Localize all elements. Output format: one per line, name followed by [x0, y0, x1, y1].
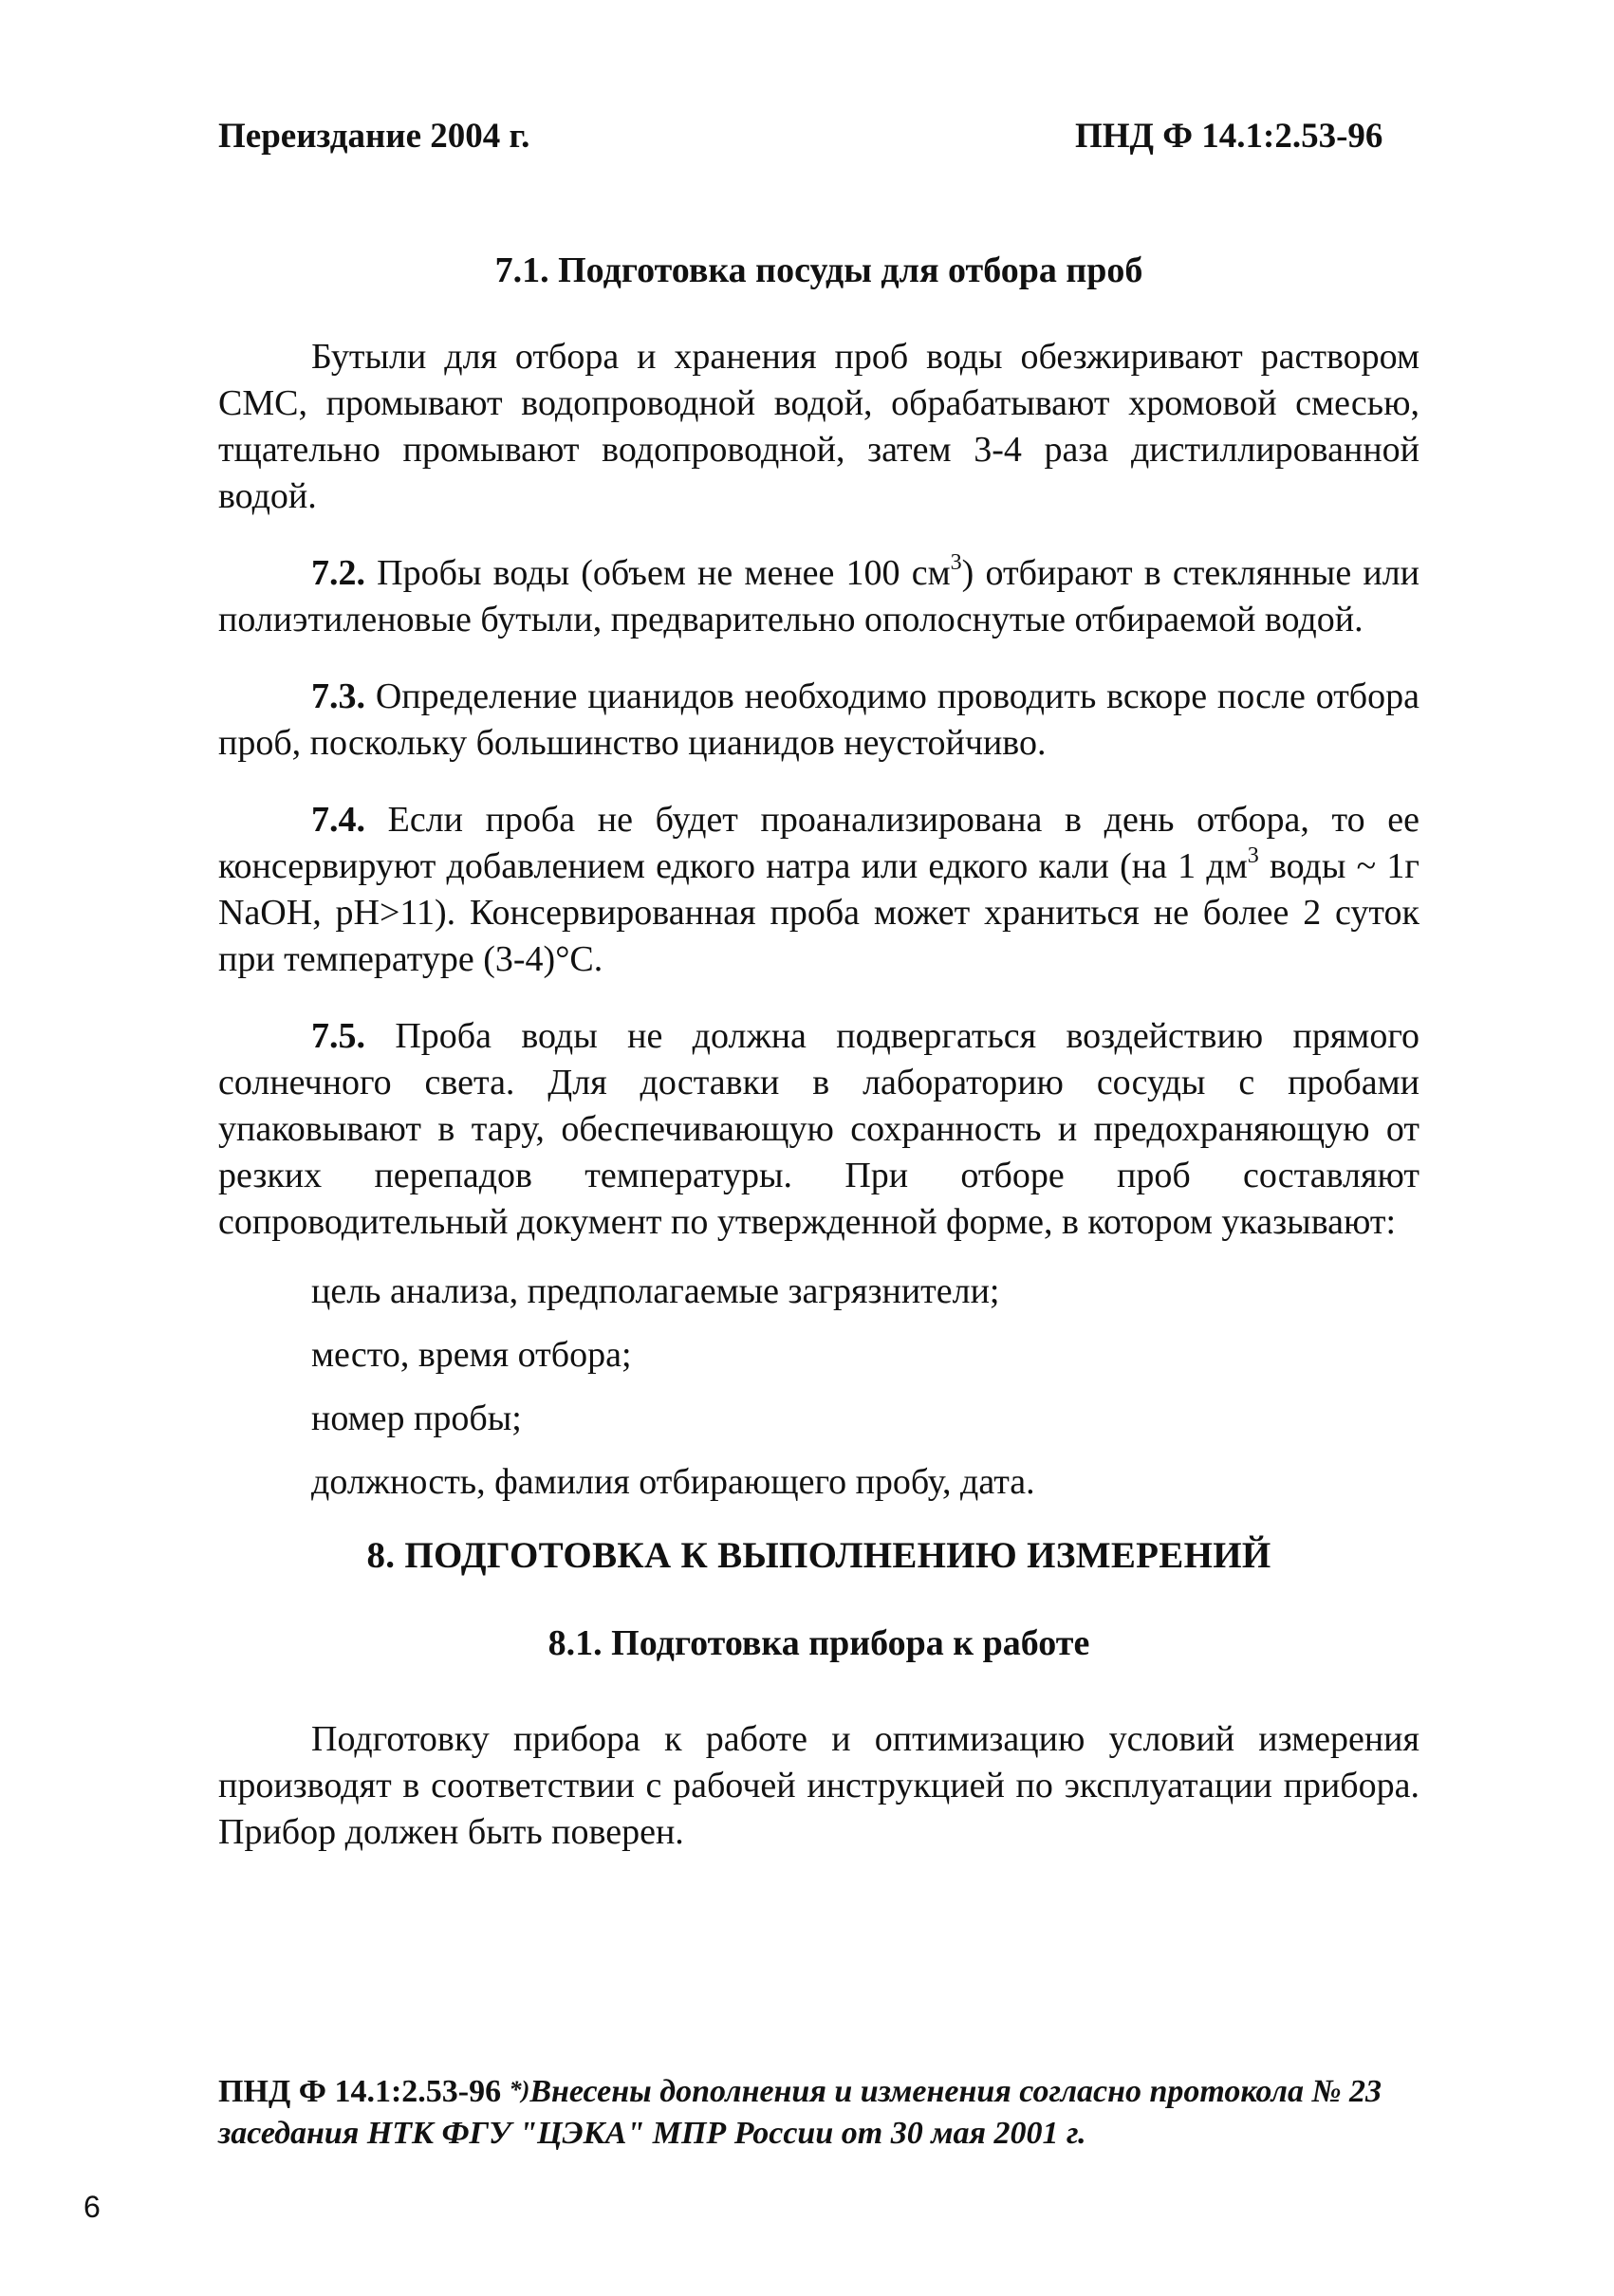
header-document-code: ПНД Ф 14.1:2.53-96: [1075, 117, 1383, 156]
header-edition: Переиздание 2004 г.: [218, 117, 530, 156]
footnote-document-code: ПНД Ф 14.1:2.53-96: [218, 2074, 502, 2109]
section-7-5-paragraph: [218, 1013, 1419, 1246]
section-7-2-paragraph: [218, 550, 1419, 643]
section-7-3-number: 7.3.: [311, 676, 365, 716]
document-contents-list: [218, 1268, 1419, 1506]
footnote: [218, 2071, 1419, 2155]
chapter-8-title: 8. ПОДГОТОВКА К ВЫПОЛНЕНИЮ ИЗМЕРЕНИЙ: [366, 1535, 1271, 1576]
list-item: цель анализа, предполагаемые загрязнители;: [311, 1271, 1000, 1311]
list-item: должность, фамилия отбирающего пробу, дата.: [311, 1462, 1035, 1502]
section-7-2-text-a: Пробы воды (объем не менее 100 см: [377, 553, 951, 593]
section-7-4-text-b: воды ~ 1г NaOH, pH>11). Консервированная проба может храниться не более 2 суток при температуре (3-4)°С.: [218, 846, 1419, 979]
section-7-4-sup: 3: [1247, 843, 1259, 869]
section-7-4-text-a: Если проба не будет проанализирована в день отбора, то ее консервируют добавлением едкого натра или едкого кали (на 1 дм: [218, 800, 1419, 886]
section-7-2-sup: 3: [950, 550, 962, 576]
section-7-2-text-b: ) отбирают в стеклянные или полиэтиленовые бутыли, предварительно ополоснутые отбираемой водой.: [218, 553, 1419, 639]
list-item: номер пробы;: [311, 1398, 522, 1438]
footnote-text: Внесены дополнения и изменения согласно протокола № 23 заседания НТК ФГУ "ЦЭКА" МПР России от 30 мая 2001 г.: [218, 2074, 1382, 2151]
section-8-1-text: Подготовку прибора к работе и оптимизацию условий измерения производят в соответствии с рабочей инструкцией по эксплуатации прибора. Прибор должен быть поверен.: [218, 1719, 1419, 1852]
section-7-5-text: Проба воды не должна подвергаться воздействию прямого солнечного света. Для доставки в лабораторию сосуды с пробами упаковывают в тару, обеспечивающую сохранность и предохраняющую от резких перепадов температуры. При отборе проб составляют сопроводительный документ по утвержденной форме, в котором указывают:: [218, 1016, 1419, 1242]
section-7-5-number: 7.5.: [311, 1016, 365, 1056]
footnote-mark: *): [509, 2076, 530, 2103]
section-7-1-text: Бутыли для отбора и хранения проб воды обезжиривают раствором СМС, промывают водопроводной водой, обрабатывают хромовой смесью, тщательно промывают водопроводной, затем 3-4 раза дистиллированной водой.: [218, 337, 1419, 516]
page-number: 6: [83, 2190, 101, 2224]
section-7-3-paragraph: [218, 674, 1419, 767]
section-7-3-text: Определение цианидов необходимо проводить вскоре после отбора проб, поскольку большинство цианидов неустойчиво.: [218, 676, 1420, 763]
list-item: место, время отбора;: [311, 1335, 632, 1375]
section-7-4-paragraph: [218, 797, 1419, 983]
section-7-1-title: 7.1. Подготовка посуды для отбора проб: [494, 250, 1143, 290]
section-8-1-title: 8.1. Подготовка прибора к работе: [547, 1623, 1090, 1663]
page-body: [218, 247, 1419, 1856]
section-7-4-number: 7.4.: [311, 800, 365, 840]
section-7-2-number: 7.2.: [311, 553, 365, 593]
